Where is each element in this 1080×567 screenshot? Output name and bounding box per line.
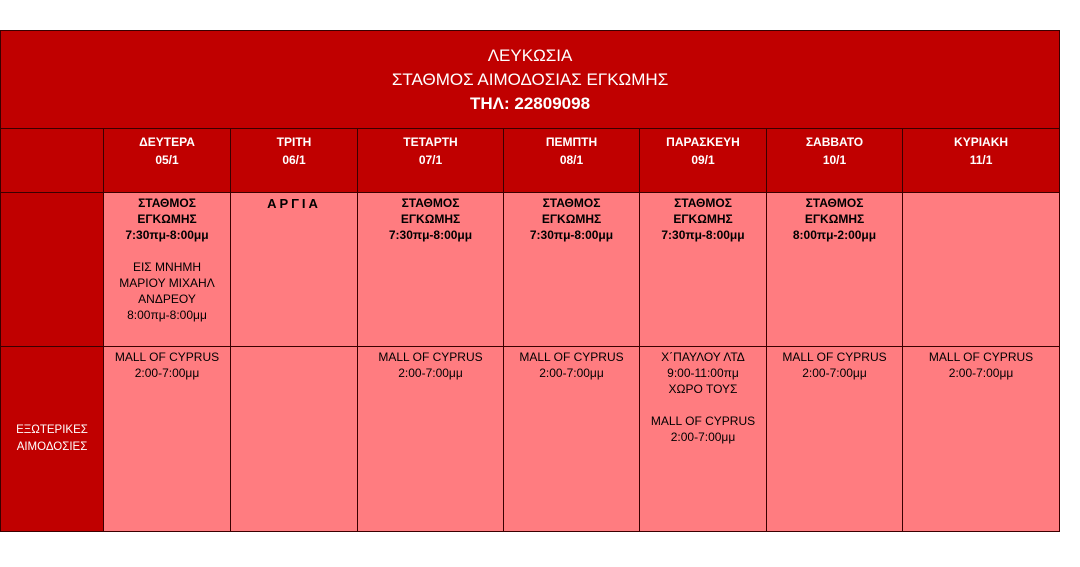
title-banner [1, 31, 1060, 129]
day-header-fri: ΠΑΡΑΣΚΕΥΗ 09/1 [640, 129, 767, 193]
phone-number: ΤΗΛ: 22809098 [470, 93, 591, 113]
external-cell-fri: Χ΄ΠΑΥΛΟΥ ΛΤΔ 9:00-11:00πμ ΧΩΡΟ ΤΟΥΣ MALL OF CYPRUS 2:00-7:00μμ [640, 347, 767, 532]
holiday-label: ΑΡΓΙΑ [267, 196, 321, 211]
station-title: ΣΤΑΘΜΟΣ ΑΙΜΟΔΟΣΙΑΣ ΕΓΚΩΜΗΣ [391, 69, 669, 89]
external-cell-mon: MALL OF CYPRUS 2:00-7:00μμ [104, 347, 231, 532]
external-cell-sun: MALL OF CYPRUS 2:00-7:00μμ [903, 347, 1060, 532]
station-cell-sat: ΣΤΑΘΜΟΣ ΕΓΚΩΜΗΣ 8:00πμ-2:00μμ [767, 193, 903, 347]
station-cell-sun [903, 193, 1060, 347]
station-row-label [1, 193, 104, 347]
day-header-mon: ΔΕΥΤΕΡΑ 05/1 [104, 129, 231, 193]
station-cell-thu: ΣΤΑΘΜΟΣ ΕΓΚΩΜΗΣ 7:30πμ-8:00μμ [504, 193, 640, 347]
city-title: ΛΕΥΚΩΣΙΑ [487, 45, 573, 65]
day-header-thu: ΠΕΜΠΤΗ 08/1 [504, 129, 640, 193]
external-cell-wed: MALL OF CYPRUS 2:00-7:00μμ [358, 347, 504, 532]
schedule-table [0, 30, 1060, 532]
day-header-sat: ΣΑΒΒΑΤΟ 10/1 [767, 129, 903, 193]
station-cell-wed: ΣΤΑΘΜΟΣ ΕΓΚΩΜΗΣ 7:30πμ-8:00μμ [358, 193, 504, 347]
external-cell-thu: MALL OF CYPRUS 2:00-7:00μμ [504, 347, 640, 532]
header-empty-cell [1, 129, 104, 193]
day-header-wed: ΤΕΤΑΡΤΗ 07/1 [358, 129, 504, 193]
external-row-label: ΕΞΩΤΕΡΙΚΕΣ ΑΙΜΟΔΟΣΙΕΣ [1, 347, 104, 532]
external-cell-sat: MALL OF CYPRUS 2:00-7:00μμ [767, 347, 903, 532]
station-cell-mon: ΣΤΑΘΜΟΣ ΕΓΚΩΜΗΣ 7:30πμ-8:00μμ ΕΙΣ ΜΝΗΜΗ ΜΑΡΙΟΥ ΜΙΧΑΗΛ ΑΝΔΡΕΟΥ 8:00πμ-8:00μμ [104, 193, 231, 347]
external-cell-tue [231, 347, 358, 532]
station-cell-tue [231, 193, 358, 347]
day-header-tue: ΤΡΙΤΗ 06/1 [231, 129, 358, 193]
day-header-sun: ΚΥΡΙΑΚΗ 11/1 [903, 129, 1060, 193]
station-cell-fri: ΣΤΑΘΜΟΣ ΕΓΚΩΜΗΣ 7:30πμ-8:00μμ [640, 193, 767, 347]
